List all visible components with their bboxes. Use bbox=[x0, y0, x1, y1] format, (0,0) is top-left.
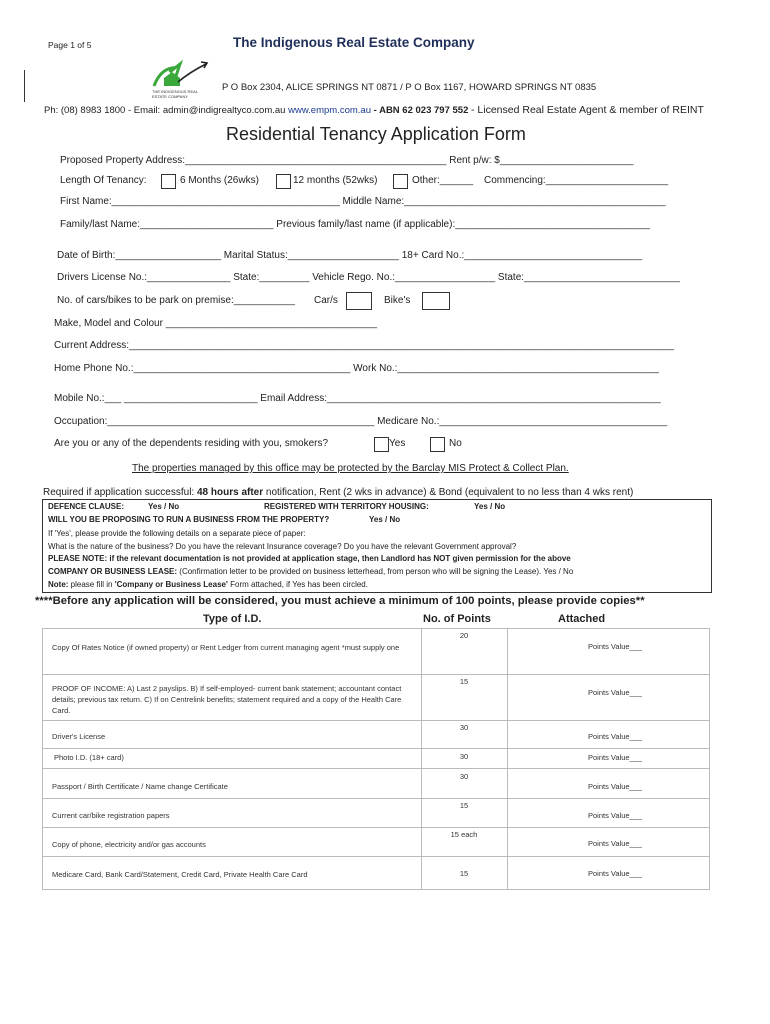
checkbox-smokers-yes[interactable] bbox=[374, 437, 389, 452]
first-middle-name-field[interactable]: First Name:_________________________________________ Middle Name:_______________________________________________ bbox=[60, 196, 666, 207]
table-row-points-value[interactable]: Points Value___ bbox=[588, 753, 643, 762]
territory-yes-no[interactable]: Yes / No bbox=[474, 502, 506, 511]
note-line bbox=[48, 580, 368, 589]
table-row-points-value[interactable]: Points Value___ bbox=[588, 811, 643, 820]
table-grid-line bbox=[507, 628, 508, 890]
table-row-type: Driver's License bbox=[52, 732, 106, 741]
option-6-months: 6 Months (26wks) bbox=[180, 175, 259, 186]
table-row-type: Medicare Card, Bank Card/Statement, Credit Card, Private Health Care Card bbox=[52, 870, 308, 879]
abn: - ABN 62 023 797 552 bbox=[373, 105, 469, 116]
make-model-colour-field[interactable]: Make, Model and Colour ______________________________________ bbox=[54, 318, 378, 329]
table-row-points-value[interactable]: Points Value___ bbox=[588, 688, 643, 697]
website-link[interactable]: www.empm.com.au bbox=[288, 105, 371, 116]
table-grid-line bbox=[42, 628, 43, 890]
if-yes-note: If 'Yes', please provide the following details on a separate piece of paper: bbox=[48, 529, 306, 538]
smokers-question: Are you or any of the dependents residing with you, smokers? bbox=[54, 438, 329, 449]
smokers-no-label: No bbox=[449, 438, 462, 449]
table-row-points-value[interactable]: Points Value___ bbox=[588, 869, 643, 878]
table-row-type: Copy Of Rates Notice (if owned property) or Rent Ledger from current managing agent *must supply one bbox=[52, 643, 400, 652]
table-row-points: 15 bbox=[459, 677, 469, 686]
table-row-type: Current car/bike registration papers bbox=[52, 811, 170, 820]
logo-text: THE INDIGENOUS REAL ESTATE COMPANY bbox=[152, 89, 198, 99]
business-question: WILL YOU BE PROPOSING TO RUN A BUSINESS FROM THE PROPERTY? bbox=[48, 515, 330, 524]
table-row-points-value[interactable]: Points Value___ bbox=[588, 732, 643, 741]
note-end: Form attached, if Yes has been circled. bbox=[227, 580, 368, 589]
drivers-license-field[interactable]: Drivers License No.:_______________ State:_________ Vehicle Rego. No.:__________________ State:____________________________ bbox=[57, 272, 680, 283]
defence-clause-label: DEFENCE CLAUSE: bbox=[48, 502, 125, 511]
required-48-hours: 48 hours after bbox=[196, 487, 264, 498]
table-row-type: Photo I.D. (18+ card) bbox=[54, 753, 124, 762]
table-row-points: 30 bbox=[459, 752, 469, 761]
family-name-field[interactable]: Family/last Name:________________________ Previous family/last name (if applicable):___________________________________ bbox=[60, 219, 650, 230]
table-grid-line bbox=[42, 748, 710, 749]
col-attached-header: Attached bbox=[558, 613, 606, 625]
please-note: PLEASE NOTE: if the relevant documentation is not provided at application stage, then Landlord has NOT given permission for the above bbox=[48, 554, 571, 563]
checkbox-smokers-no[interactable] bbox=[430, 437, 445, 452]
company-lease-text: (Confirmation letter to be provided on business letterhead, from person who will be signing the Lease). Yes / No bbox=[177, 567, 574, 576]
contact-phone-email: Ph: (08) 8983 1800 - Email: admin@indigrealtyco.com.au bbox=[44, 105, 286, 116]
table-row-points: 15 bbox=[459, 801, 469, 810]
smokers-yes-label: Yes bbox=[389, 438, 406, 449]
note-text: please fill in bbox=[68, 580, 115, 589]
table-row-points: 30 bbox=[459, 723, 469, 732]
table-grid-line bbox=[42, 674, 710, 675]
checkbox-6-months[interactable] bbox=[161, 174, 176, 189]
required-notice bbox=[43, 487, 633, 498]
barclay-notice: The properties managed by this office may be protected by the Barclay MIS Protect & Collect Plan. bbox=[132, 463, 569, 474]
required-prefix: Required if application successful: bbox=[43, 487, 197, 498]
table-grid-line bbox=[42, 798, 710, 799]
defence-yes-no[interactable]: Yes / No bbox=[148, 502, 180, 511]
bikes-label: Bike's bbox=[384, 295, 411, 306]
commencing-field[interactable]: Commencing:______________________ bbox=[484, 175, 669, 186]
table-grid-line bbox=[42, 628, 710, 629]
option-12-months: 12 months (52wks) bbox=[293, 175, 378, 186]
current-address-field[interactable]: Current Address:__________________________________________________________________________________________________ bbox=[54, 340, 675, 351]
proposed-property-field[interactable]: Proposed Property Address:_______________________________________________ Rent p/w: $________________________ bbox=[60, 155, 634, 166]
note-form-name: 'Company or Business Lease' bbox=[114, 580, 228, 589]
table-grid-line bbox=[709, 628, 710, 890]
col-type-header: Type of I.D. bbox=[203, 613, 262, 625]
business-nature-questions: What is the nature of the business? Do you have the relevant Insurance coverage? Do you have the relevant Government approval? bbox=[48, 542, 517, 551]
table-row-points: 15 each bbox=[450, 830, 478, 839]
table-grid-line bbox=[42, 720, 710, 721]
table-row-points-value[interactable]: Points Value___ bbox=[588, 839, 643, 848]
note-label: Note: bbox=[48, 580, 69, 589]
mobile-email-field[interactable]: Mobile No.:___ ________________________ Email Address:____________________________________________________________ bbox=[54, 393, 661, 404]
table-row-type: Passport / Birth Certificate / Name change Certificate bbox=[52, 782, 228, 791]
cars-label: Car/s bbox=[314, 295, 338, 306]
table-row-points-value[interactable]: Points Value___ bbox=[588, 642, 643, 651]
checkbox-other[interactable] bbox=[393, 174, 408, 189]
table-grid-line bbox=[42, 768, 710, 769]
table-grid-line bbox=[421, 628, 422, 890]
company-name: The Indigenous Real Estate Company bbox=[233, 35, 475, 50]
form-title: Residential Tenancy Application Form bbox=[226, 124, 526, 144]
bikes-box[interactable] bbox=[422, 292, 450, 310]
table-grid-line bbox=[42, 856, 710, 857]
table-row-type: Copy of phone, electricity and/or gas accounts bbox=[52, 840, 206, 849]
checkbox-12-months[interactable] bbox=[276, 174, 291, 189]
table-grid-line bbox=[42, 889, 710, 890]
cars-bikes-count-field[interactable]: No. of cars/bikes to be park on premise:___________ bbox=[57, 295, 295, 306]
table-row-points-value[interactable]: Points Value___ bbox=[588, 782, 643, 791]
business-yes-no[interactable]: Yes / No bbox=[369, 515, 401, 524]
home-work-phone-field[interactable]: Home Phone No.:_______________________________________ Work No.:_______________________________________________ bbox=[54, 363, 659, 374]
margin-mark bbox=[24, 70, 25, 102]
table-grid-line bbox=[42, 827, 710, 828]
license-member: - Licensed Real Estate Agent & member of REINT bbox=[471, 104, 704, 116]
table-row-points: 15 bbox=[459, 869, 469, 878]
occupation-medicare-field[interactable]: Occupation:________________________________________________ Medicare No.:_________________________________________ bbox=[54, 416, 668, 427]
required-suffix: notification, Rent (2 wks in advance) & Bond (equivalent to no less than 4 wks rent) bbox=[263, 487, 634, 498]
cars-box[interactable] bbox=[346, 292, 372, 310]
table-row-type: PROOF OF INCOME: A) Last 2 payslips. B) If self-employed- current bank statement; accountant contact details; previous tax return. C) If on Centrelink benefits; statement required and a copy of the Health Care Card. bbox=[52, 684, 402, 715]
length-label: Length Of Tenancy: bbox=[60, 175, 147, 186]
points-banner: ****Before any application will be considered, you must achieve a minimum of 100 points, please provide copies** bbox=[35, 595, 645, 607]
col-points-header: No. of Points bbox=[423, 613, 491, 625]
company-lease-label: COMPANY OR BUSINESS LEASE: bbox=[48, 567, 178, 576]
table-row-points: 20 bbox=[459, 631, 469, 640]
dob-marital-card-field[interactable]: Date of Birth:___________________ Marital Status:____________________ 18+ Card No.:________________________________ bbox=[57, 250, 643, 261]
company-logo bbox=[150, 56, 210, 100]
page-number: Page 1 of 5 bbox=[48, 40, 92, 50]
territory-housing-label: REGISTERED WITH TERRITORY HOUSING: bbox=[264, 502, 429, 511]
company-lease-line bbox=[48, 567, 573, 576]
table-row-points: 30 bbox=[459, 772, 469, 781]
contact-line bbox=[44, 104, 704, 116]
postal-address: P O Box 2304, ALICE SPRINGS NT 0871 / P O Box 1167, HOWARD SPRINGS NT 0835 bbox=[222, 82, 597, 93]
option-other[interactable]: Other:______ bbox=[412, 175, 474, 186]
